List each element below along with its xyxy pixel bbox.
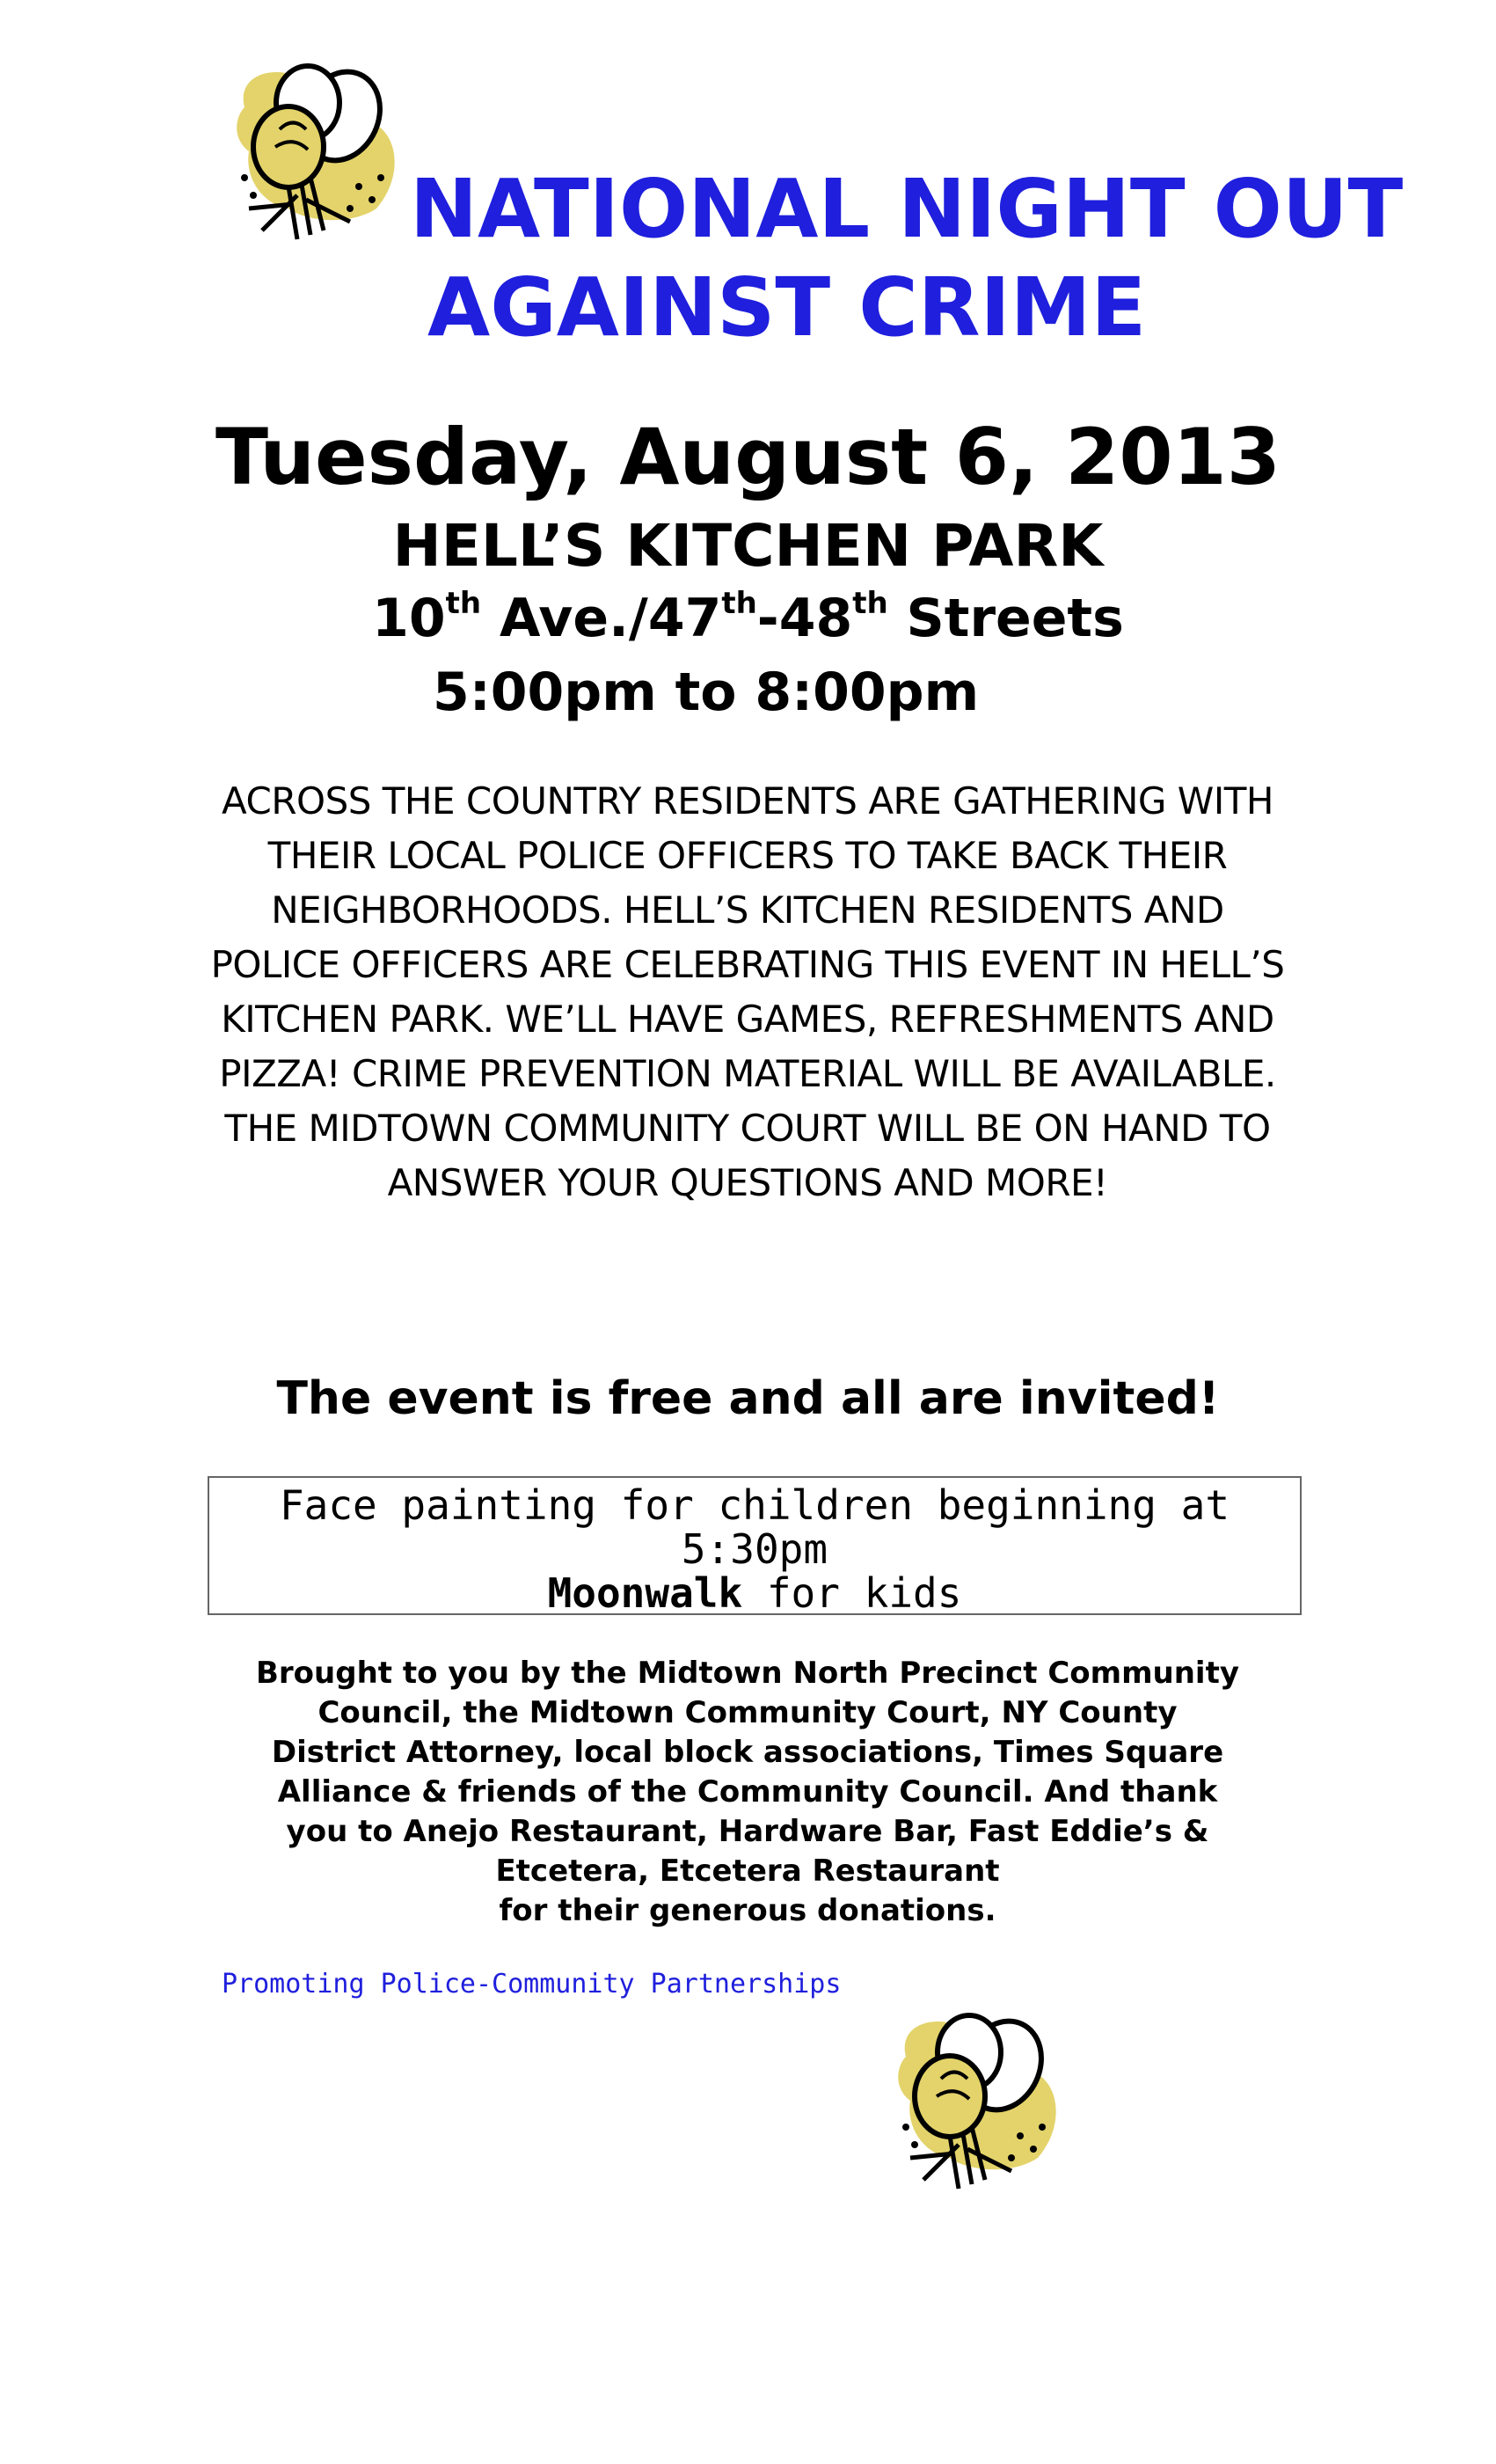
event-address <box>0 588 1496 649</box>
moonwalk-line <box>209 1571 1300 1615</box>
moonwalk-label: Moonwalk <box>547 1569 743 1617</box>
event-time: 5:00pm to 8:00pm <box>433 662 980 723</box>
address-sup-3: th <box>852 586 888 621</box>
free-note: The event is free and all are invited! <box>276 1372 1220 1425</box>
address-part-4: Streets <box>887 588 1124 649</box>
event-description: ACROSS THE COUNTRY RESIDENTS ARE GATHERING WITH THEIR LOCAL POLICE OFFICERS TO TAKE BACK THEIR NEIGHBORHOODS. HELL’S KITCHEN RESIDENTS AND POLICE OFFICERS ARE CELEBRATING THIS EVENT IN HELL’S KITCHEN PARK. WE’LL HAVE GAMES, REFRESHMENTS AND PIZZA! CRIME PREVENTION MATERIAL WILL BE AVAILABLE. THE MIDTOWN COMMUNITY COURT WILL BE ON HAND TO ANSWER YOUR QUESTIONS AND MORE! <box>210 779 1285 1204</box>
title-line-1: NATIONAL NIGHT OUT <box>410 162 1404 256</box>
face-painting-text: Face painting for children beginning at 5:30pm <box>279 1481 1230 1573</box>
address-sup-2: th <box>721 586 757 621</box>
donations-text: for their generous donations. <box>499 1893 996 1928</box>
event-date: Tuesday, August 6, 2013 <box>215 412 1281 502</box>
activities-box <box>208 1476 1302 1615</box>
address-part-2: Ave./47 <box>481 588 722 649</box>
event-venue: HELL’S KITCHEN PARK <box>392 512 1104 580</box>
address-sup-1: th <box>445 586 482 621</box>
sponsors-text: Brought to you by the Midtown North Precinct Community Council, the Midtown Community Court, NY County District Attorney, local block associations, Times Square Alliance & friends of the Community Council. And thank you to Anejo Restaurant, Hardware Bar, Fast Eddie’s & Etcetera, Etcetera Restaurant <box>256 1656 1239 1889</box>
address-part-1: 10 <box>372 588 446 649</box>
balloons-icon <box>888 2004 1064 2197</box>
moonwalk-rest: for kids <box>742 1569 962 1617</box>
sponsor-credits <box>255 1654 1240 1931</box>
balloons-icon <box>227 55 403 248</box>
address-part-3: -48 <box>756 588 853 649</box>
title-line-2: AGAINST CRIME <box>427 260 1147 355</box>
promo-tagline: Promoting Police-Community Partnerships <box>222 1969 842 2000</box>
